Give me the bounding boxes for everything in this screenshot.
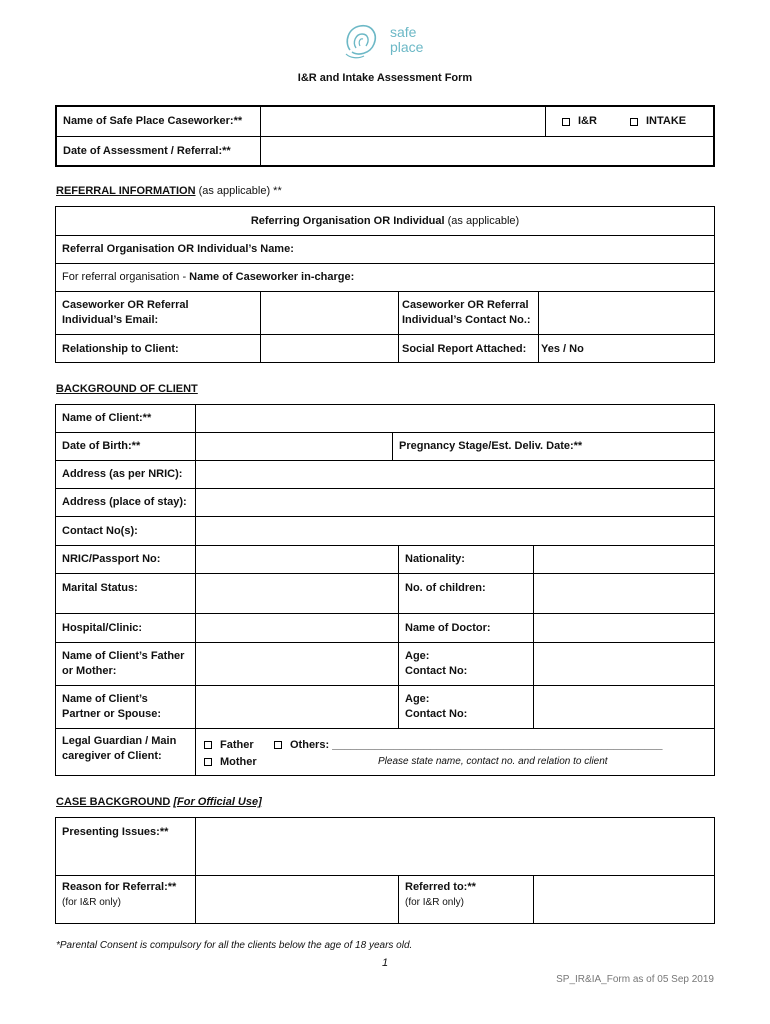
mother-checkbox-icon[interactable] [204, 758, 212, 766]
referral-email-label [56, 292, 260, 334]
referral-email-label-line2: Individual’s Email: [62, 314, 159, 326]
ir-checkbox-option[interactable] [556, 107, 616, 136]
hospital-label: Hospital/Clinic: [62, 621, 143, 634]
others-label: Others: ______________________________________________________ [290, 738, 663, 751]
referral-heading [56, 185, 282, 197]
partner-label-line1: Name of Client’s [62, 693, 148, 705]
referred-label-text: Referred to:** [405, 881, 476, 893]
referral-heading-suffix: (as applicable) ** [195, 185, 282, 197]
partner-age-contact-input[interactable] [534, 686, 714, 728]
nric-input[interactable] [196, 546, 398, 573]
doctor-input[interactable] [534, 614, 714, 642]
pregnancy-field[interactable]: Pregnancy Stage/Est. Deliv. Date:** [399, 440, 583, 452]
partner-contact-label: Contact No: [405, 708, 468, 720]
background-heading-text: BACKGROUND OF CLIENT [56, 383, 198, 395]
caseworker-label: Name of Safe Place Caseworker:** [63, 115, 243, 127]
guardian-label [56, 729, 195, 769]
children-label: No. of children: [405, 581, 486, 594]
referral-contact-label [396, 292, 538, 334]
relationship-label: Relationship to Client: [62, 342, 179, 355]
referral-org-name-field[interactable]: Referral Organisation OR Individual’s Name: [62, 243, 294, 255]
referred-input[interactable] [534, 876, 714, 923]
children-input[interactable] [534, 574, 714, 613]
marital-input[interactable] [196, 574, 398, 613]
client-name-label: Name of Client:** [62, 412, 152, 424]
parent-age-contact-label [399, 643, 533, 685]
safe-place-logo [340, 20, 440, 62]
partner-age-contact-label [399, 686, 533, 728]
social-report-value[interactable]: Yes / No [541, 342, 584, 355]
partner-label-line2: Partner or Spouse: [62, 708, 162, 720]
reason-label-note: (for I&R only) [62, 897, 121, 908]
referral-org-caseworker-label: Name of Caseworker in-charge: [189, 271, 355, 283]
partner-age-label: Age: [405, 693, 430, 705]
hospital-input[interactable] [196, 614, 398, 642]
footer-text: SP_IR&IA_Form as of 05 Sep 2019 [556, 974, 714, 985]
referred-label-note: (for I&R only) [405, 897, 464, 908]
safe-place-logo-icon [340, 20, 382, 62]
page-number: 1 [381, 957, 389, 969]
mother-option[interactable] [198, 754, 288, 770]
logo-text-place: place [390, 39, 424, 55]
parent-label-line2: or Mother: [62, 665, 117, 677]
referral-email-label-line1: Caseworker OR Referral [62, 299, 189, 311]
address-nric-label: Address (as per NRIC): [62, 468, 183, 480]
presenting-input[interactable] [196, 818, 714, 875]
logo-text-safe: safe [390, 24, 417, 40]
date-label: Date of Assessment / Referral:** [63, 144, 231, 157]
ir-checkbox-icon[interactable] [562, 118, 570, 126]
social-report-label: Social Report Attached: [402, 342, 527, 355]
partner-input[interactable] [196, 686, 398, 728]
parent-label-line1: Name of Client’s Father [62, 650, 185, 662]
nationality-input[interactable] [534, 546, 714, 573]
parent-label [56, 643, 195, 685]
address-nric-input[interactable] [196, 461, 714, 488]
reason-label-text: Reason for Referral:** [62, 881, 177, 893]
address-stay-input[interactable] [196, 489, 714, 516]
nric-label: NRIC/Passport No: [62, 553, 161, 565]
father-label: Father [220, 738, 254, 751]
relationship-input[interactable] [261, 335, 398, 363]
referral-contact-label-line1: Caseworker OR Referral [402, 299, 529, 311]
parent-age-contact-input[interactable] [534, 643, 714, 685]
background-heading [56, 383, 198, 395]
presenting-label: Presenting Issues:** [62, 825, 169, 838]
father-option[interactable] [198, 737, 268, 753]
marital-label: Marital Status: [62, 581, 138, 594]
case-heading-suffix: [For Official Use] [173, 796, 262, 808]
referral-table-heading [56, 207, 714, 235]
intake-label: INTAKE [646, 115, 687, 127]
referral-table-heading-bold: Referring Organisation OR Individual [250, 214, 445, 227]
case-heading-text: CASE BACKGROUND [56, 796, 171, 808]
reason-label [56, 878, 195, 912]
client-name-input[interactable] [196, 405, 714, 432]
partner-label [56, 686, 195, 728]
dob-input[interactable] [196, 433, 392, 460]
referral-org-caseworker-prefix: For referral organisation - [62, 271, 187, 283]
guardian-label-line2: caregiver of Client: [62, 750, 162, 762]
intake-checkbox-icon[interactable] [630, 118, 638, 126]
others-checkbox-icon[interactable] [274, 741, 282, 749]
case-heading [56, 796, 262, 808]
contact-input[interactable] [196, 517, 714, 545]
form-title: I&R and Intake Assessment Form [297, 72, 473, 84]
contact-label: Contact No(s): [62, 524, 138, 537]
parent-contact-label: Contact No: [405, 665, 468, 677]
address-stay-label: Address (place of stay): [62, 496, 187, 508]
dob-label: Date of Birth:** [62, 440, 141, 452]
ir-label: I&R [578, 115, 597, 127]
parent-input[interactable] [196, 643, 398, 685]
referral-table-heading-suffix: (as applicable) [447, 214, 520, 227]
parent-age-label: Age: [405, 650, 430, 662]
doctor-label: Name of Doctor: [405, 621, 491, 634]
referral-org-caseworker-field[interactable] [56, 264, 714, 291]
consent-note: *Parental Consent is compulsory for all the clients below the age of 18 years old. [56, 940, 413, 951]
intake-checkbox-option[interactable] [624, 107, 714, 136]
nationality-label: Nationality: [405, 553, 465, 565]
father-checkbox-icon[interactable] [204, 741, 212, 749]
date-input[interactable] [261, 137, 713, 165]
referral-contact-input[interactable] [539, 292, 714, 334]
referral-contact-label-line2: Individual’s Contact No.: [402, 314, 531, 326]
referral-email-input[interactable] [261, 292, 398, 334]
others-note: Please state name, contact no. and relation to client [378, 756, 608, 767]
reason-input[interactable] [196, 876, 398, 923]
mother-label: Mother [220, 755, 257, 768]
guardian-label-line1: Legal Guardian / Main [62, 735, 177, 747]
others-option[interactable] [268, 737, 714, 753]
caseworker-input[interactable] [261, 107, 545, 136]
referred-label [399, 878, 533, 912]
referral-heading-text: REFERRAL INFORMATION [56, 185, 196, 197]
